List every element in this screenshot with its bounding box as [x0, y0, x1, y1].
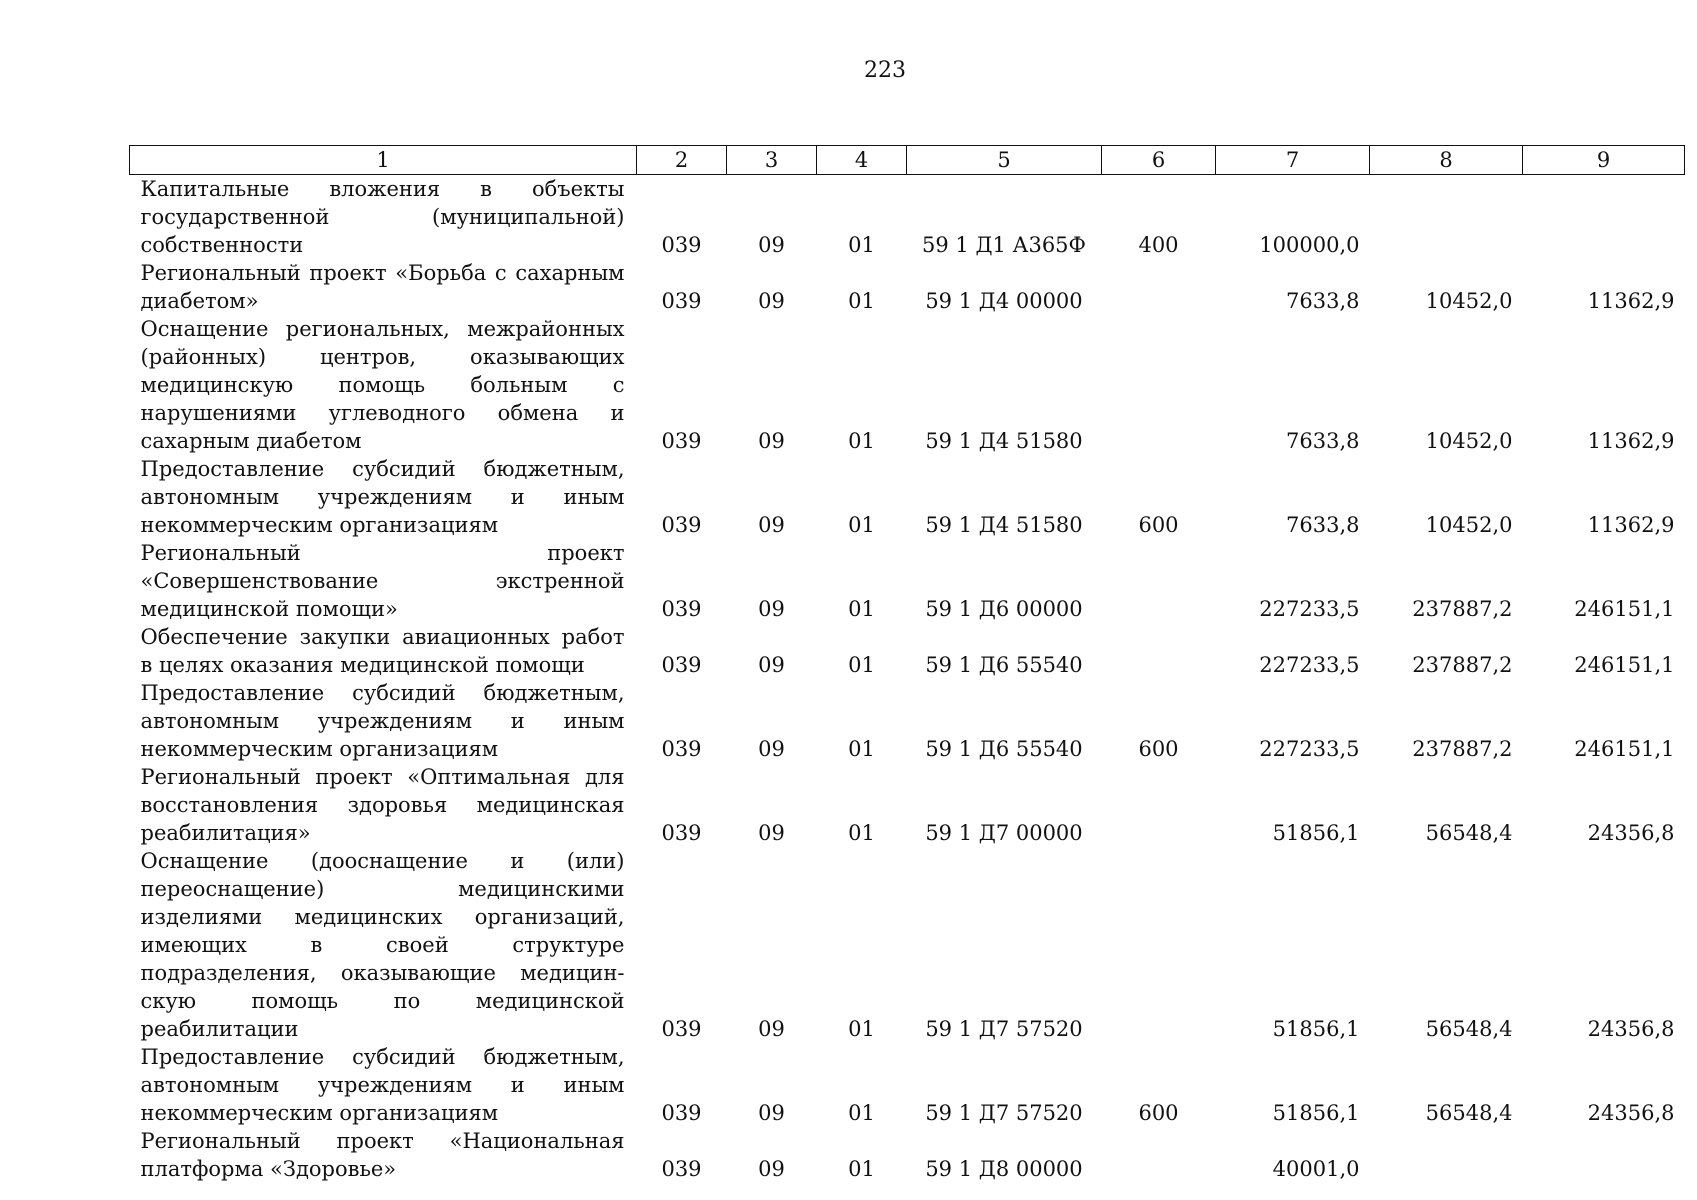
row-col-7: 7633,8 [1286, 289, 1360, 313]
table-row [130, 847, 1685, 1043]
row-description: Предоставление субсидий бюджетным, автономным учреждениям и иным некоммерческим организациям [140, 1045, 625, 1125]
table-row [130, 315, 1685, 455]
table-row [130, 455, 1685, 539]
row-col-4: 01 [848, 1157, 875, 1181]
row-col-7: 7633,8 [1286, 513, 1360, 537]
row-col-3: 09 [758, 597, 785, 621]
row-col-8: 237887,2 [1412, 737, 1513, 761]
row-col-5: 59 1 Д7 57520 [925, 1017, 1083, 1041]
column-header-7: 7 [1216, 146, 1370, 175]
row-col-5: 59 1 Д6 55540 [925, 737, 1083, 761]
row-col-5: 59 1 Д6 00000 [925, 597, 1083, 621]
row-col-4: 01 [848, 429, 875, 453]
row-col-2: 039 [661, 1157, 702, 1181]
row-col-8: 56548,4 [1425, 1101, 1513, 1125]
row-col-6 [1102, 315, 1216, 455]
row-description: Обеспечение закупки авиационных работ в целях оказания медицинской помощи [140, 625, 625, 677]
row-col-4: 01 [848, 597, 875, 621]
table-header [130, 146, 1685, 175]
row-col-6 [1102, 763, 1216, 847]
row-col-2: 039 [661, 821, 702, 845]
row-description: Региональный проект «Совершенствование экстренной медицинской помощи» [140, 541, 625, 621]
column-header-5: 5 [907, 146, 1102, 175]
table-row [130, 1127, 1685, 1183]
row-col-2: 039 [661, 737, 702, 761]
row-col-8: 10452,0 [1425, 289, 1513, 313]
row-col-6 [1102, 623, 1216, 679]
row-description: Оснащение региональных, межрайонных (районных) центров, оказывающих медицинскую помощь больным с нарушениями углеводного обмена и сахарным диабетом [140, 317, 625, 453]
row-col-9: 246151,1 [1574, 653, 1675, 677]
row-col-8: 10452,0 [1425, 513, 1513, 537]
row-col-9: 246151,1 [1574, 597, 1675, 621]
row-col-7: 40001,0 [1272, 1157, 1360, 1181]
row-col-4: 01 [848, 513, 875, 537]
row-col-4: 01 [848, 653, 875, 677]
row-col-7: 51856,1 [1272, 821, 1360, 845]
row-col-5: 59 1 Д4 51580 [925, 513, 1083, 537]
table-row [130, 175, 1685, 260]
column-header-9: 9 [1523, 146, 1685, 175]
row-col-8: 237887,2 [1412, 653, 1513, 677]
row-col-3: 09 [758, 821, 785, 845]
table-row [130, 763, 1685, 847]
row-col-9: 11362,9 [1587, 429, 1675, 453]
row-col-3: 09 [758, 1101, 785, 1125]
row-col-8: 237887,2 [1412, 597, 1513, 621]
row-col-3: 09 [758, 737, 785, 761]
row-col-3: 09 [758, 429, 785, 453]
table-row [130, 259, 1685, 315]
row-col-6 [1102, 539, 1216, 623]
row-col-5: 59 1 Д6 55540 [925, 653, 1083, 677]
row-col-3: 09 [758, 289, 785, 313]
header-row [130, 146, 1685, 175]
row-col-6 [1102, 847, 1216, 1043]
column-header-4: 4 [817, 146, 907, 175]
row-col-4: 01 [848, 821, 875, 845]
row-col-2: 039 [661, 653, 702, 677]
row-col-6: 600 [1138, 1101, 1179, 1125]
row-col-2: 039 [661, 233, 702, 257]
row-col-2: 039 [661, 1101, 702, 1125]
row-col-9: 24356,8 [1587, 1101, 1675, 1125]
row-col-9: 11362,9 [1587, 289, 1675, 313]
row-col-5: 59 1 Д4 51580 [925, 429, 1083, 453]
column-header-8: 8 [1370, 146, 1523, 175]
table-row [130, 1043, 1685, 1127]
row-col-3: 09 [758, 513, 785, 537]
row-col-3: 09 [758, 1157, 785, 1181]
row-col-9: 246151,1 [1574, 737, 1675, 761]
row-col-8 [1370, 1127, 1523, 1183]
row-col-4: 01 [848, 289, 875, 313]
row-col-6: 600 [1138, 737, 1179, 761]
row-col-4: 01 [848, 233, 875, 257]
budget-table [129, 145, 1685, 1183]
row-description: Капитальные вложения в объекты государственной (муниципальной) собственности [140, 177, 625, 257]
row-col-8: 56548,4 [1425, 821, 1513, 845]
row-col-5: 59 1 Д7 57520 [925, 1101, 1083, 1125]
row-col-4: 01 [848, 1101, 875, 1125]
row-col-7: 51856,1 [1272, 1017, 1360, 1041]
column-header-3: 3 [727, 146, 817, 175]
row-col-3: 09 [758, 233, 785, 257]
row-col-9: 24356,8 [1587, 821, 1675, 845]
row-description: Региональный проект «Борьба с сахарным диабетом» [140, 261, 625, 313]
table-row [130, 539, 1685, 623]
row-col-4: 01 [848, 1017, 875, 1041]
row-col-9 [1523, 1127, 1685, 1183]
row-col-2: 039 [661, 289, 702, 313]
row-col-6: 600 [1138, 513, 1179, 537]
row-col-7: 7633,8 [1286, 429, 1360, 453]
table-row [130, 623, 1685, 679]
row-col-6 [1102, 259, 1216, 315]
column-header-2: 2 [637, 146, 727, 175]
row-description: Региональный проект «Оптимальная для восстановления здоровья медицинская реабилитация» [140, 765, 625, 845]
row-col-2: 039 [661, 1017, 702, 1041]
row-col-8 [1370, 175, 1523, 260]
row-col-4: 01 [848, 737, 875, 761]
row-col-7: 51856,1 [1272, 1101, 1360, 1125]
row-col-3: 09 [758, 653, 785, 677]
row-col-7: 227233,5 [1259, 737, 1360, 761]
page-number: 223 [864, 58, 906, 83]
row-col-2: 039 [661, 513, 702, 537]
row-col-5: 59 1 Д8 00000 [925, 1157, 1083, 1181]
column-header-1: 1 [130, 146, 637, 175]
row-col-6 [1102, 1127, 1216, 1183]
row-col-6: 400 [1138, 233, 1179, 257]
row-col-9 [1523, 175, 1685, 260]
table-row [130, 679, 1685, 763]
row-col-8: 56548,4 [1425, 1017, 1513, 1041]
row-description: Региональный проект «Национальная платформа «Здоровье» [140, 1129, 625, 1181]
row-col-7: 100000,0 [1259, 233, 1360, 257]
row-description: Предоставление субсидий бюджетным, автономным учреждениям и иным некоммерческим организациям [140, 457, 625, 537]
row-col-5: 59 1 Д4 00000 [925, 289, 1083, 313]
table-body [130, 175, 1685, 1184]
row-description: Оснащение (дооснащение и (или) переоснащение) медицинскими изделиями медицинских организаций, имеющих в своей структуре подразделения, оказывающие медицинскую помощь по медицинской реабилитации [140, 849, 625, 1041]
row-col-7: 227233,5 [1259, 653, 1360, 677]
row-description: Предоставление субсидий бюджетным, автономным учреждениям и иным некоммерческим организациям [140, 681, 625, 761]
row-col-9: 11362,9 [1587, 513, 1675, 537]
row-col-9: 24356,8 [1587, 1017, 1675, 1041]
row-col-8: 10452,0 [1425, 429, 1513, 453]
row-col-7: 227233,5 [1259, 597, 1360, 621]
row-col-5: 59 1 Д7 00000 [925, 821, 1083, 845]
row-col-2: 039 [661, 429, 702, 453]
column-header-6: 6 [1102, 146, 1216, 175]
row-col-2: 039 [661, 597, 702, 621]
row-col-5: 59 1 Д1 А365Ф [922, 233, 1086, 257]
row-col-3: 09 [758, 1017, 785, 1041]
